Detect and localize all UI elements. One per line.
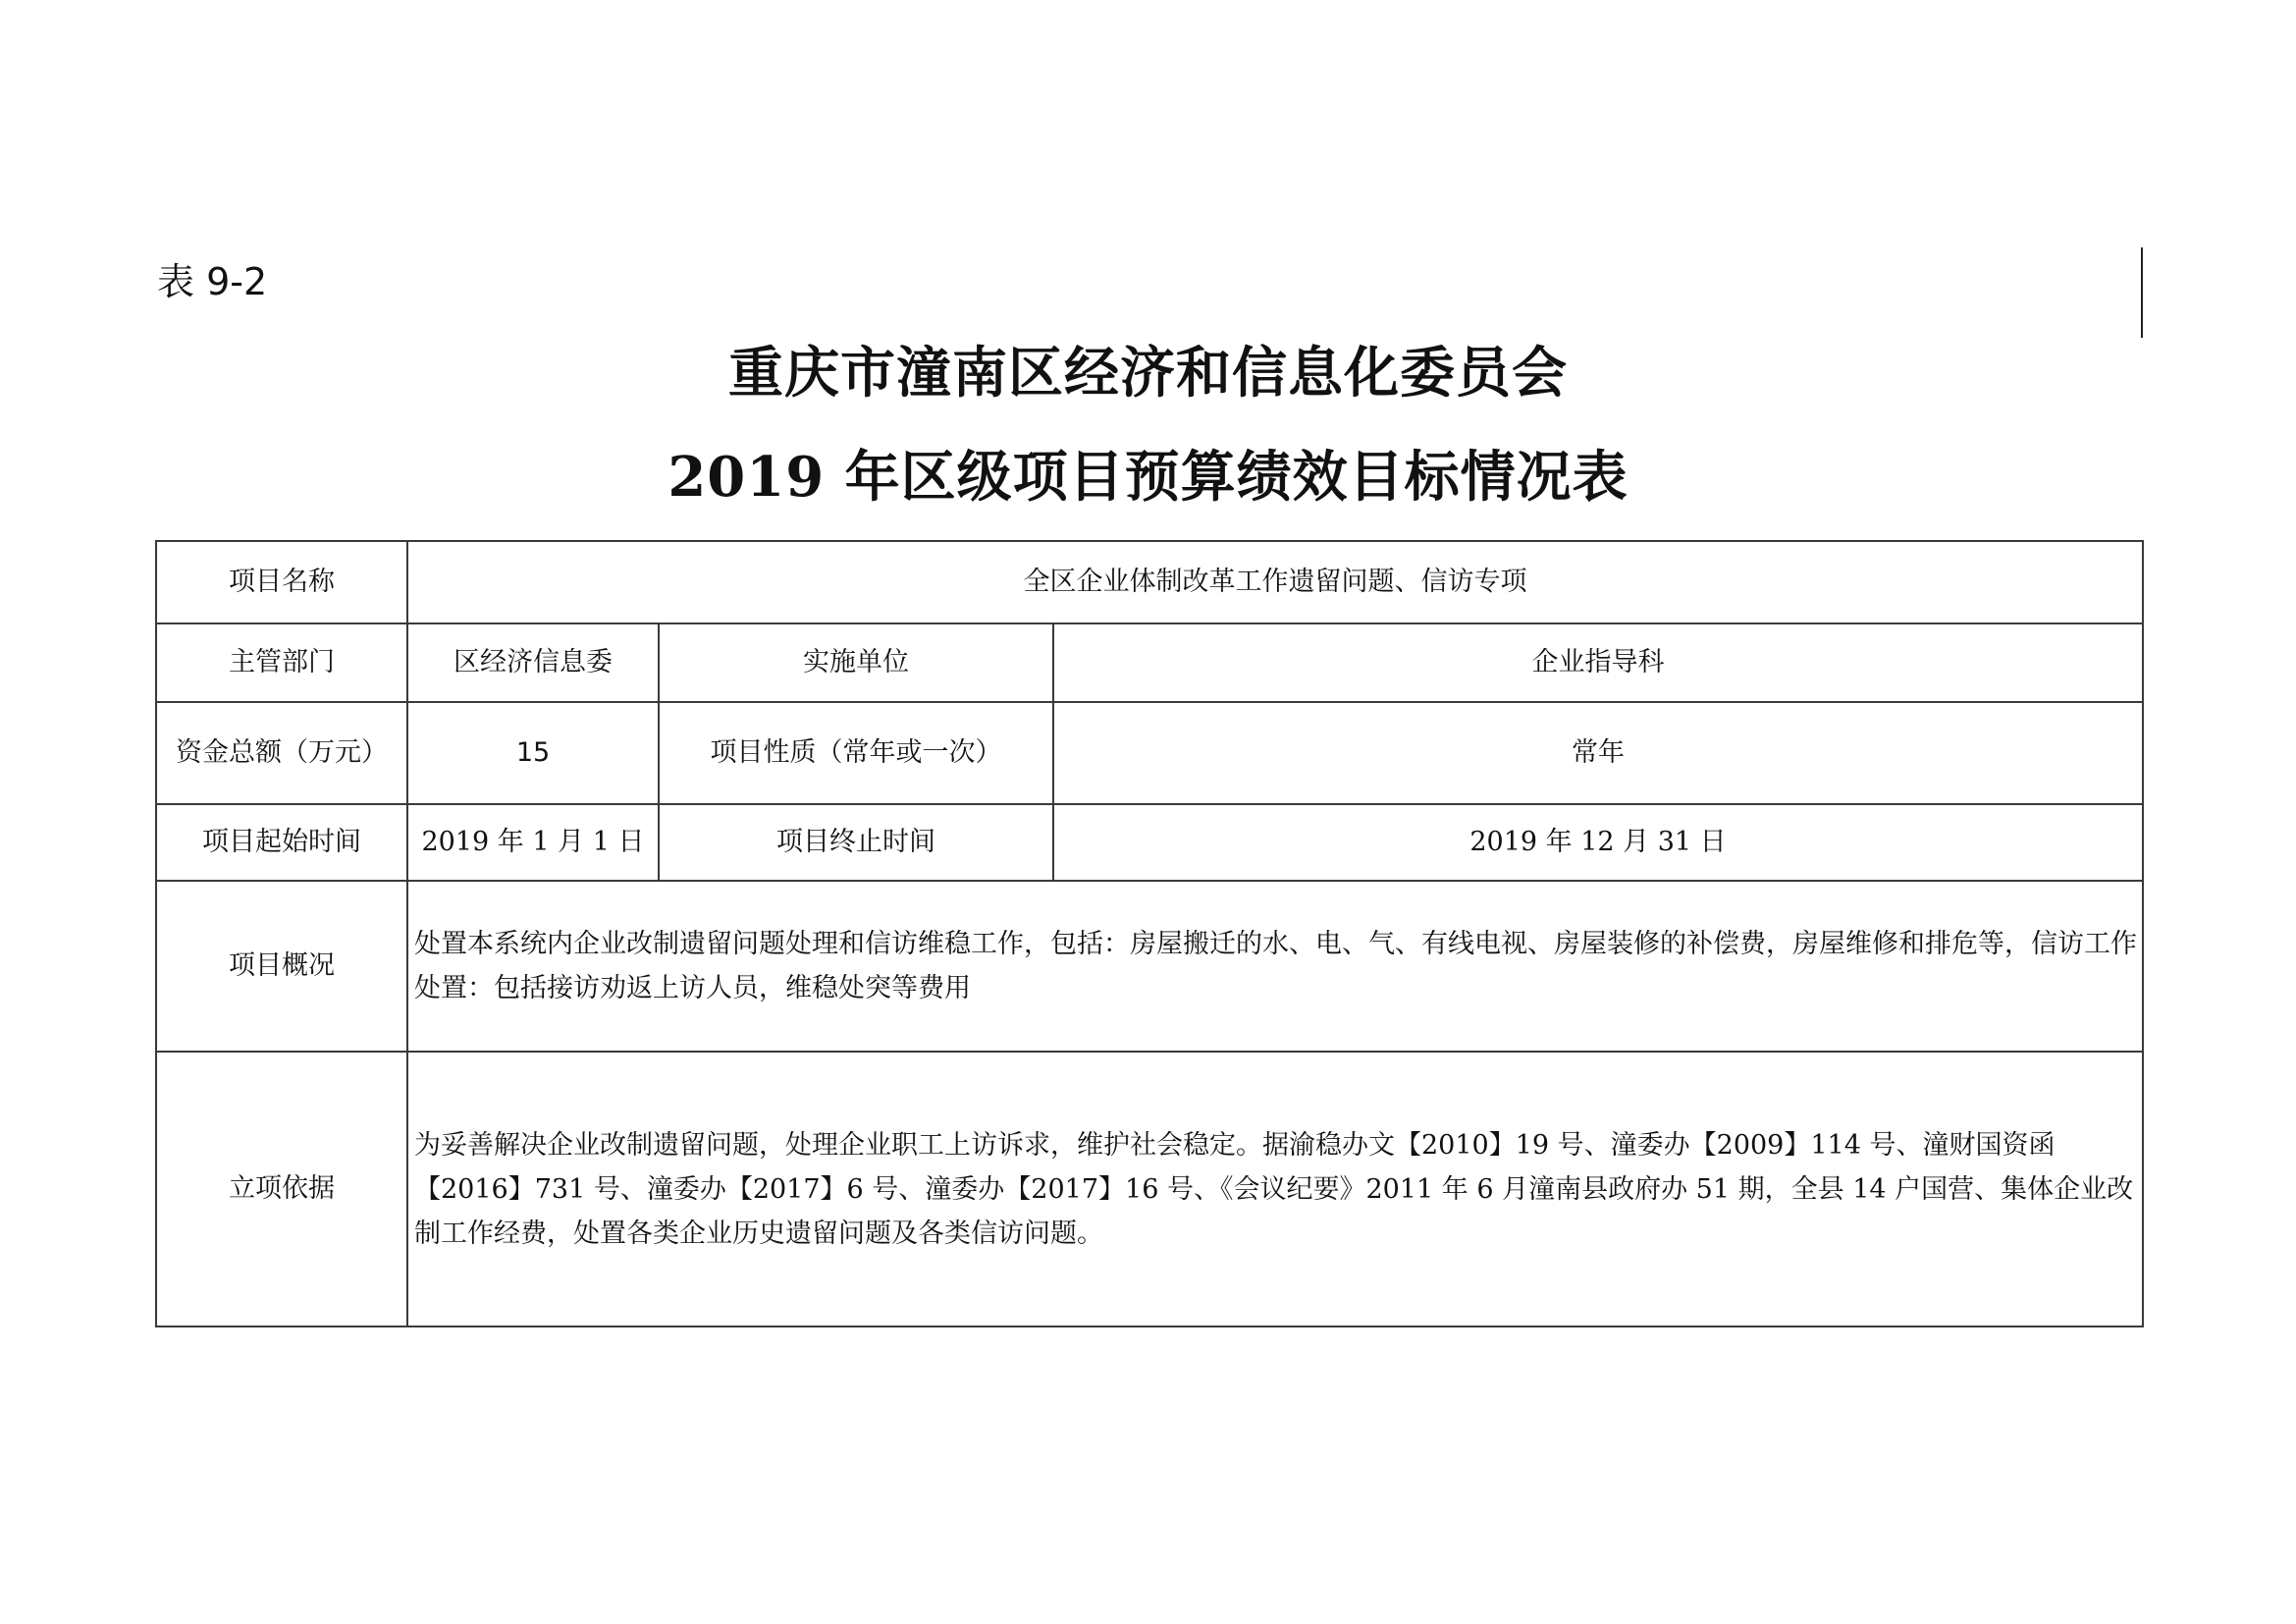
start-time-label: 项目起始时间 <box>156 804 407 881</box>
start-time-value: 2019 年 1 月 1 日 <box>407 804 659 881</box>
budget-performance-table <box>155 540 2144 1327</box>
end-time-value: 2019 年 12 月 31 日 <box>1053 804 2143 881</box>
overview-label: 项目概况 <box>156 881 407 1052</box>
basis-label: 立项依据 <box>156 1052 407 1326</box>
implementer-value: 企业指导科 <box>1053 623 2143 702</box>
nature-value: 常年 <box>1053 702 2143 804</box>
table-row <box>156 881 2143 1052</box>
table-row <box>156 804 2143 881</box>
document-title-line-1: 重庆市潼南区经济和信息化委员会 <box>728 341 1568 406</box>
page-edge-mark <box>2141 247 2143 338</box>
department-value: 区经济信息委 <box>407 623 659 702</box>
document-title-line-2: 2019 年区级项目预算绩效目标情况表 <box>667 445 1629 510</box>
table-row <box>156 623 2143 702</box>
nature-label: 项目性质（常年或一次） <box>659 702 1053 804</box>
funds-value: 15 <box>407 702 659 804</box>
department-label: 主管部门 <box>156 623 407 702</box>
overview-value: 处置本系统内企业改制遗留问题处理和信访维稳工作，包括：房屋搬迁的水、电、气、有线电视、房屋装修的补偿费，房屋维修和排危等，信访工作处置：包括接访劝返上访人员，维稳处突等费用 <box>407 881 2143 1052</box>
project-name-value: 全区企业体制改革工作遗留问题、信访专项 <box>407 541 2143 623</box>
implementer-label: 实施单位 <box>659 623 1053 702</box>
table-row <box>156 541 2143 623</box>
basis-value: 为妥善解决企业改制遗留问题，处理企业职工上访诉求，维护社会稳定。据渝稳办文【2010】19 号、潼委办【2009】114 号、潼财国资函【2016】731 号、潼委办【2017】6 号、潼委办【2017】16 号、《会议纪要》2011 年 6 月潼南县政府办 51 期，全县 14 户国营、集体企业改制工作经费，处置各类企业历史遗留问题及各类信访问题。 <box>407 1052 2143 1326</box>
table-row <box>156 702 2143 804</box>
funds-label: 资金总额（万元） <box>156 702 407 804</box>
end-time-label: 项目终止时间 <box>659 804 1053 881</box>
table-number-label: 表 9-2 <box>157 260 268 303</box>
project-name-label: 项目名称 <box>156 541 407 623</box>
table-row <box>156 1052 2143 1326</box>
